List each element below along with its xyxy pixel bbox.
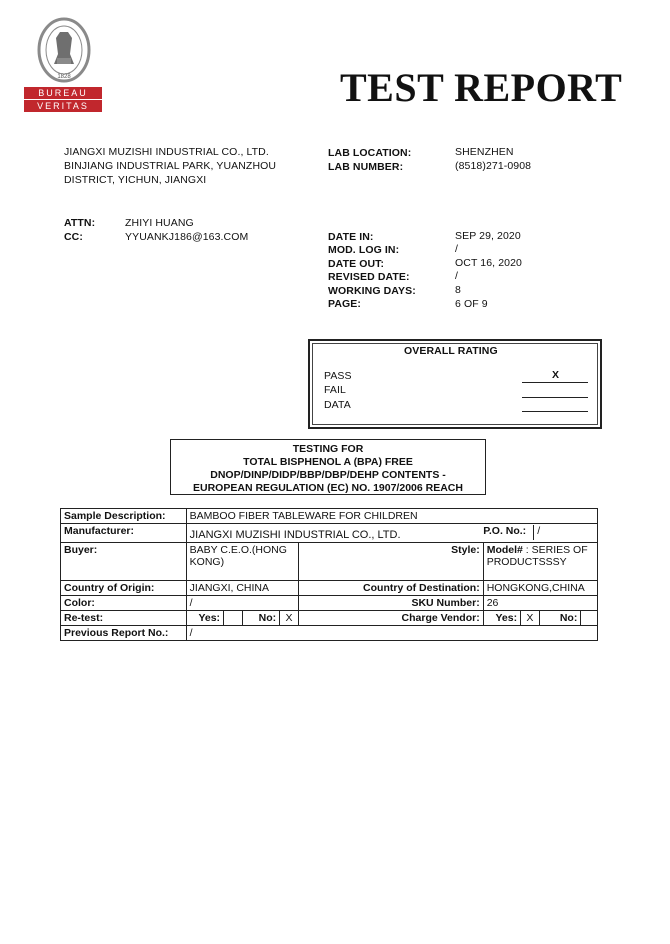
retest-no-box: X bbox=[280, 611, 299, 626]
page-label: PAGE: bbox=[328, 298, 361, 310]
fail-label: FAIL bbox=[324, 384, 346, 396]
retest-yes-box bbox=[224, 611, 243, 626]
overall-rating-box bbox=[308, 339, 602, 429]
lab-location-value: SHENZHEN bbox=[455, 146, 514, 158]
origin-label: Country of Origin: bbox=[61, 581, 187, 596]
destination-label: Country of Destination: bbox=[298, 581, 483, 596]
charge-no-label: No: bbox=[539, 611, 581, 626]
working-days-label: WORKING DAYS: bbox=[328, 285, 416, 297]
sku-value: 26 bbox=[483, 596, 597, 611]
testing-line1: TESTING FOR bbox=[292, 443, 364, 455]
lab-number-label: LAB NUMBER: bbox=[328, 161, 404, 173]
revised-date-label: REVISED DATE: bbox=[328, 271, 410, 283]
testing-line4: EUROPEAN REGULATION (EC) NO. 1907/2006 REACH bbox=[193, 482, 463, 494]
attn-value: ZHIYI HUANG bbox=[125, 217, 194, 229]
pass-mark: X bbox=[552, 369, 560, 381]
testing-line2: TOTAL BISPHENOL A (BPA) FREE bbox=[243, 456, 413, 468]
style-value: Model# : SERIES OF PRODUCTSSSY bbox=[483, 543, 597, 581]
sku-label: SKU Number: bbox=[298, 596, 483, 611]
sample-value: BAMBOO FIBER TABLEWARE FOR CHILDREN bbox=[186, 509, 597, 524]
cc-label: CC: bbox=[64, 231, 83, 243]
buyer-value: BABY C.E.O.(HONG KONG) bbox=[186, 543, 298, 581]
style-label: Style: bbox=[298, 543, 483, 581]
mod-log-in-value: / bbox=[455, 243, 459, 255]
attn-label: ATTN: bbox=[64, 217, 96, 229]
company-address-line2: DISTRICT, YICHUN, JIANGXI bbox=[64, 174, 207, 186]
mod-log-in-label: MOD. LOG IN: bbox=[328, 244, 400, 256]
buyer-label: Buyer: bbox=[61, 543, 187, 581]
cc-value: YYUANKJ186@163.COM bbox=[125, 231, 249, 243]
page-value: 6 OF 9 bbox=[455, 298, 488, 310]
retest-no-label: No: bbox=[242, 611, 279, 626]
pass-label: PASS bbox=[324, 370, 352, 382]
prev-report-value: / bbox=[186, 626, 597, 641]
prev-report-label: Previous Report No.: bbox=[61, 626, 187, 641]
logo-year: 1828 bbox=[57, 74, 71, 80]
destination-value: HONGKONG,CHINA bbox=[483, 581, 597, 596]
origin-value: JIANGXI, CHINA bbox=[186, 581, 298, 596]
date-out-label: DATE OUT: bbox=[328, 258, 385, 270]
po-value: / bbox=[533, 525, 540, 540]
table-row bbox=[61, 581, 598, 596]
report-title: TEST REPORT bbox=[340, 65, 623, 110]
color-value: / bbox=[186, 596, 298, 611]
date-in-value: SEP 29, 2020 bbox=[455, 230, 521, 242]
sample-label: Sample Description: bbox=[61, 509, 187, 524]
testing-for-box bbox=[170, 439, 486, 495]
logo-line2: VERITAS bbox=[37, 101, 89, 111]
working-days-value: 8 bbox=[455, 284, 461, 296]
table-row bbox=[61, 596, 598, 611]
table-row bbox=[61, 611, 598, 626]
charge-yes-label: Yes: bbox=[483, 611, 520, 626]
data-label: DATA bbox=[324, 399, 351, 411]
company-name: JIANGXI MUZISHI INDUSTRIAL CO., LTD. bbox=[64, 146, 269, 158]
logo-line1: BUREAU bbox=[38, 88, 88, 98]
charge-yes-box: X bbox=[521, 611, 540, 626]
table-row bbox=[61, 509, 598, 524]
manufacturer-label: Manufacturer: bbox=[61, 524, 187, 543]
lab-location-label: LAB LOCATION: bbox=[328, 147, 412, 159]
testing-line3: DNOP/DINP/DIDP/BBP/DBP/DEHP CONTENTS - bbox=[210, 469, 446, 481]
po-label: P.O. No.: bbox=[483, 525, 527, 537]
table-row bbox=[61, 524, 598, 543]
bureau-veritas-logo bbox=[24, 14, 104, 114]
charge-no-box bbox=[581, 611, 598, 626]
date-in-label: DATE IN: bbox=[328, 231, 374, 243]
retest-yes-label: Yes: bbox=[186, 611, 223, 626]
date-out-value: OCT 16, 2020 bbox=[455, 257, 522, 269]
table-row bbox=[61, 626, 598, 641]
manufacturer-value: JIANGXI MUZISHI INDUSTRIAL CO., LTD. bbox=[186, 524, 483, 543]
sample-info-table bbox=[60, 508, 598, 641]
lab-number-value: (8518)271-0908 bbox=[455, 160, 532, 172]
revised-date-value: / bbox=[455, 270, 459, 282]
overall-rating-title: OVERALL RATING bbox=[404, 345, 498, 357]
color-label: Color: bbox=[61, 596, 187, 611]
charge-vendor-label: Charge Vendor: bbox=[298, 611, 483, 626]
company-address-line1: BINJIANG INDUSTRIAL PARK, YUANZHOU bbox=[64, 160, 277, 172]
retest-label: Re-test: bbox=[61, 611, 187, 626]
table-row bbox=[61, 543, 598, 581]
